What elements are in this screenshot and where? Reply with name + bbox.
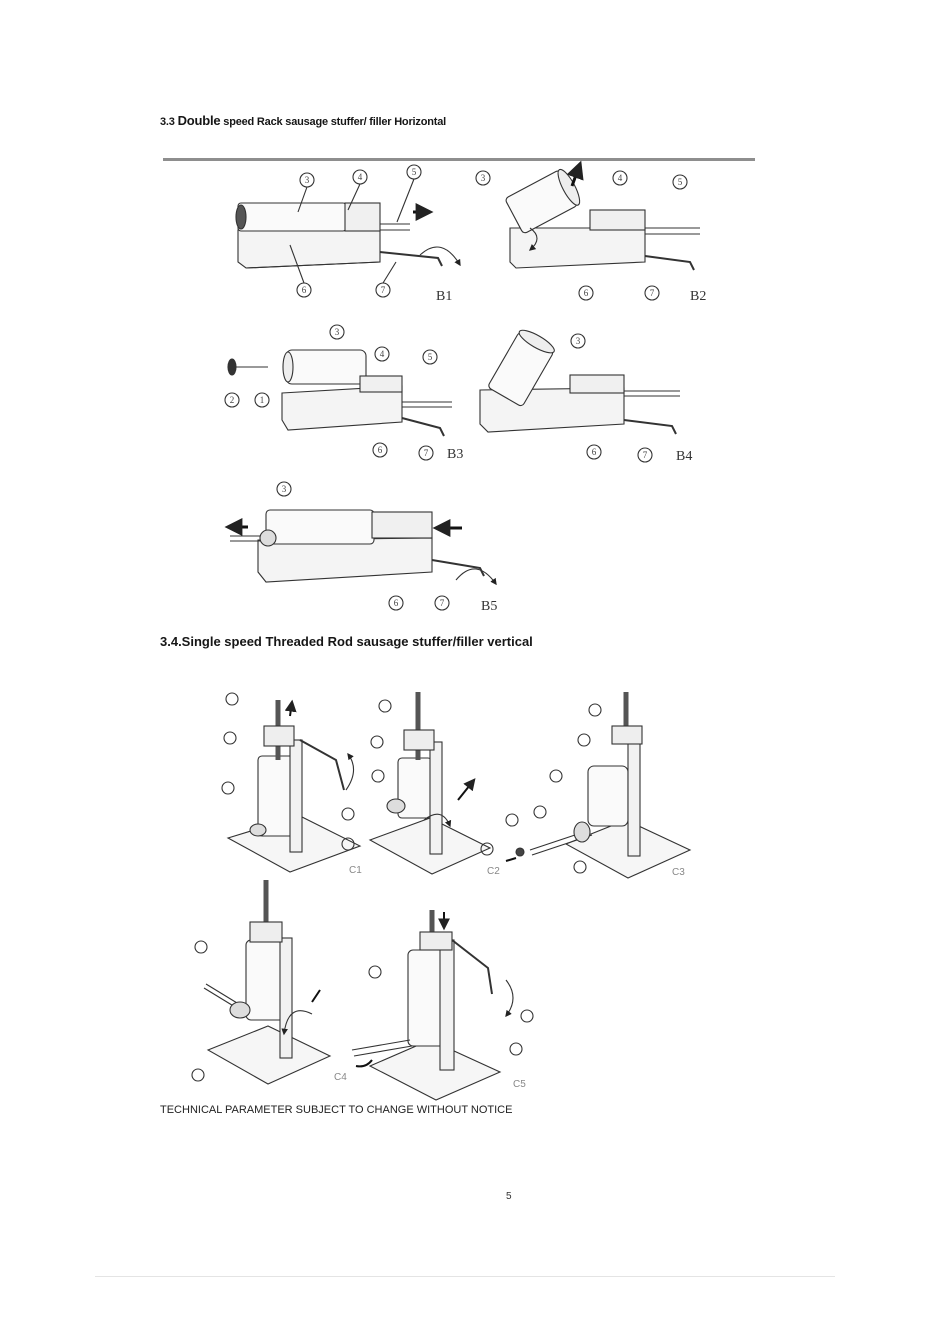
part-4-label: 4 (379, 349, 385, 359)
part-5-label: 5 (427, 352, 433, 362)
part-6-label: 6 (591, 447, 597, 457)
part-2-label: 2 (229, 395, 235, 405)
diagram-c3 (506, 692, 690, 878)
figure-label-c5: C5 (513, 1079, 526, 1090)
figure-label-c2: C2 (487, 866, 500, 877)
part-4-label: 4 (617, 173, 623, 183)
part-7-label: 7 (439, 598, 445, 608)
diagram-c2 (370, 692, 493, 874)
title-emphasis: Double (177, 113, 221, 128)
scan-edge-line (95, 1276, 835, 1277)
part-7-label: 7 (380, 285, 386, 295)
part-3-label: 3 (480, 173, 486, 183)
part-5-label: 5 (677, 177, 683, 187)
figure-label-c1: C1 (349, 865, 362, 876)
figure-label-b1: B1 (436, 289, 453, 304)
diagram-b5 (228, 482, 496, 610)
part-3-label: 3 (334, 327, 340, 337)
figure-label-b5: B5 (481, 599, 498, 614)
diagram-b2 (476, 164, 700, 300)
diagram-b1 (236, 165, 460, 297)
part-6-label: 6 (393, 598, 399, 608)
part-5-label: 5 (411, 167, 417, 177)
diagram-b4 (480, 326, 680, 462)
part-3-label: 3 (281, 484, 287, 494)
part-1-label: 1 (259, 395, 265, 405)
part-7-label: 7 (423, 448, 429, 458)
section-3-4-heading: 3.4.Single speed Threaded Rod sausage stuffer/filler vertical (160, 634, 533, 649)
part-4-label: 4 (357, 172, 363, 182)
figure-label-b4: B4 (676, 449, 693, 464)
figure-label-c3: C3 (672, 867, 685, 878)
technical-notice: TECHNICAL PARAMETER SUBJECT TO CHANGE WITHOUT NOTICE (160, 1104, 513, 1116)
part-6-label: 6 (583, 288, 589, 298)
page-number: 5 (506, 1191, 512, 1202)
part-6-label: 6 (377, 445, 383, 455)
figure-label-b3: B3 (447, 447, 464, 462)
diagram-c1 (222, 693, 360, 872)
figure-label-c4: C4 (334, 1072, 347, 1083)
part-7-label: 7 (649, 288, 655, 298)
part-7-label: 7 (642, 450, 648, 460)
diagram-b3 (225, 325, 452, 460)
part-3-label: 3 (304, 175, 310, 185)
part-3-label: 3 (575, 336, 581, 346)
section-number: 3.3 (160, 116, 175, 128)
diagram-c4 (192, 880, 330, 1084)
part-6-label: 6 (301, 285, 307, 295)
title-rest: speed Rack sausage stuffer/ filler Horizontal (223, 116, 446, 128)
figure-label-b2: B2 (690, 289, 707, 304)
diagram-c5 (352, 910, 533, 1100)
